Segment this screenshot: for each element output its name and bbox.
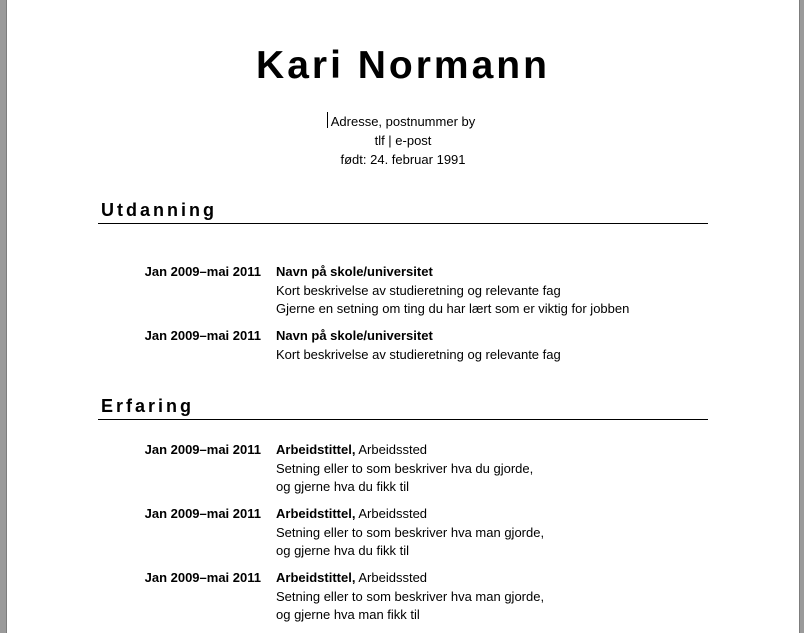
entry-body (276, 441, 776, 497)
entry-description: Kort beskrivelse av studieretning og relevante fag (276, 282, 561, 298)
entry-date: Jan 2009–mai 2011 (144, 506, 261, 521)
entry-description: Setning eller to som beskriver hva du gjorde, (276, 460, 534, 476)
education-heading: Utdanning (101, 200, 217, 220)
job-title-line (276, 505, 776, 524)
job-title: Arbeidstittel, (276, 570, 356, 585)
job-title: Arbeidstittel, (276, 506, 356, 521)
job-title-line (276, 569, 776, 588)
entry-description: og gjerne hva du fikk til (276, 479, 409, 494)
job-title-line (276, 441, 776, 460)
entry-description: Setning eller to som beskriver hva man gjorde, (276, 588, 545, 604)
entry-date: Jan 2009–mai 2011 (144, 264, 261, 279)
entry-date: Jan 2009–mai 2011 (144, 328, 261, 343)
entry-description: Kort beskrivelse av studieretning og relevante fag (276, 346, 561, 362)
employer: Arbeidssted (358, 506, 428, 521)
contact-line: tlf | e-post (374, 133, 432, 148)
entry-description: og gjerne hva du fikk til (276, 543, 409, 558)
entry-body (276, 569, 776, 625)
entry-body (276, 263, 776, 319)
entry-date: Jan 2009–mai 2011 (144, 442, 261, 457)
school-name: Navn på skole/universitet (276, 328, 433, 343)
school-name: Navn på skole/universitet (276, 264, 433, 279)
birth-line: født: 24. februar 1991 (340, 152, 466, 167)
document-page[interactable] (6, 0, 800, 633)
contact-block (7, 112, 799, 169)
address-line: Adresse, postnummer by (330, 114, 476, 129)
entry-body (276, 327, 776, 364)
entry-description: og gjerne hva man fikk til (276, 607, 420, 622)
resume-name: Kari Normann (256, 44, 550, 87)
entry-body (276, 505, 776, 561)
entry-date: Jan 2009–mai 2011 (144, 570, 261, 585)
experience-heading: Erfaring (101, 396, 195, 416)
employer: Arbeidssted (358, 570, 428, 585)
education-divider (98, 223, 708, 224)
entry-description: Setning eller to som beskriver hva man gjorde, (276, 524, 545, 540)
job-title: Arbeidstittel, (276, 442, 356, 457)
experience-divider (98, 419, 708, 420)
employer: Arbeidssted (358, 442, 428, 457)
entry-description: Gjerne en setning om ting du har lært som er viktig for jobben (276, 301, 630, 316)
